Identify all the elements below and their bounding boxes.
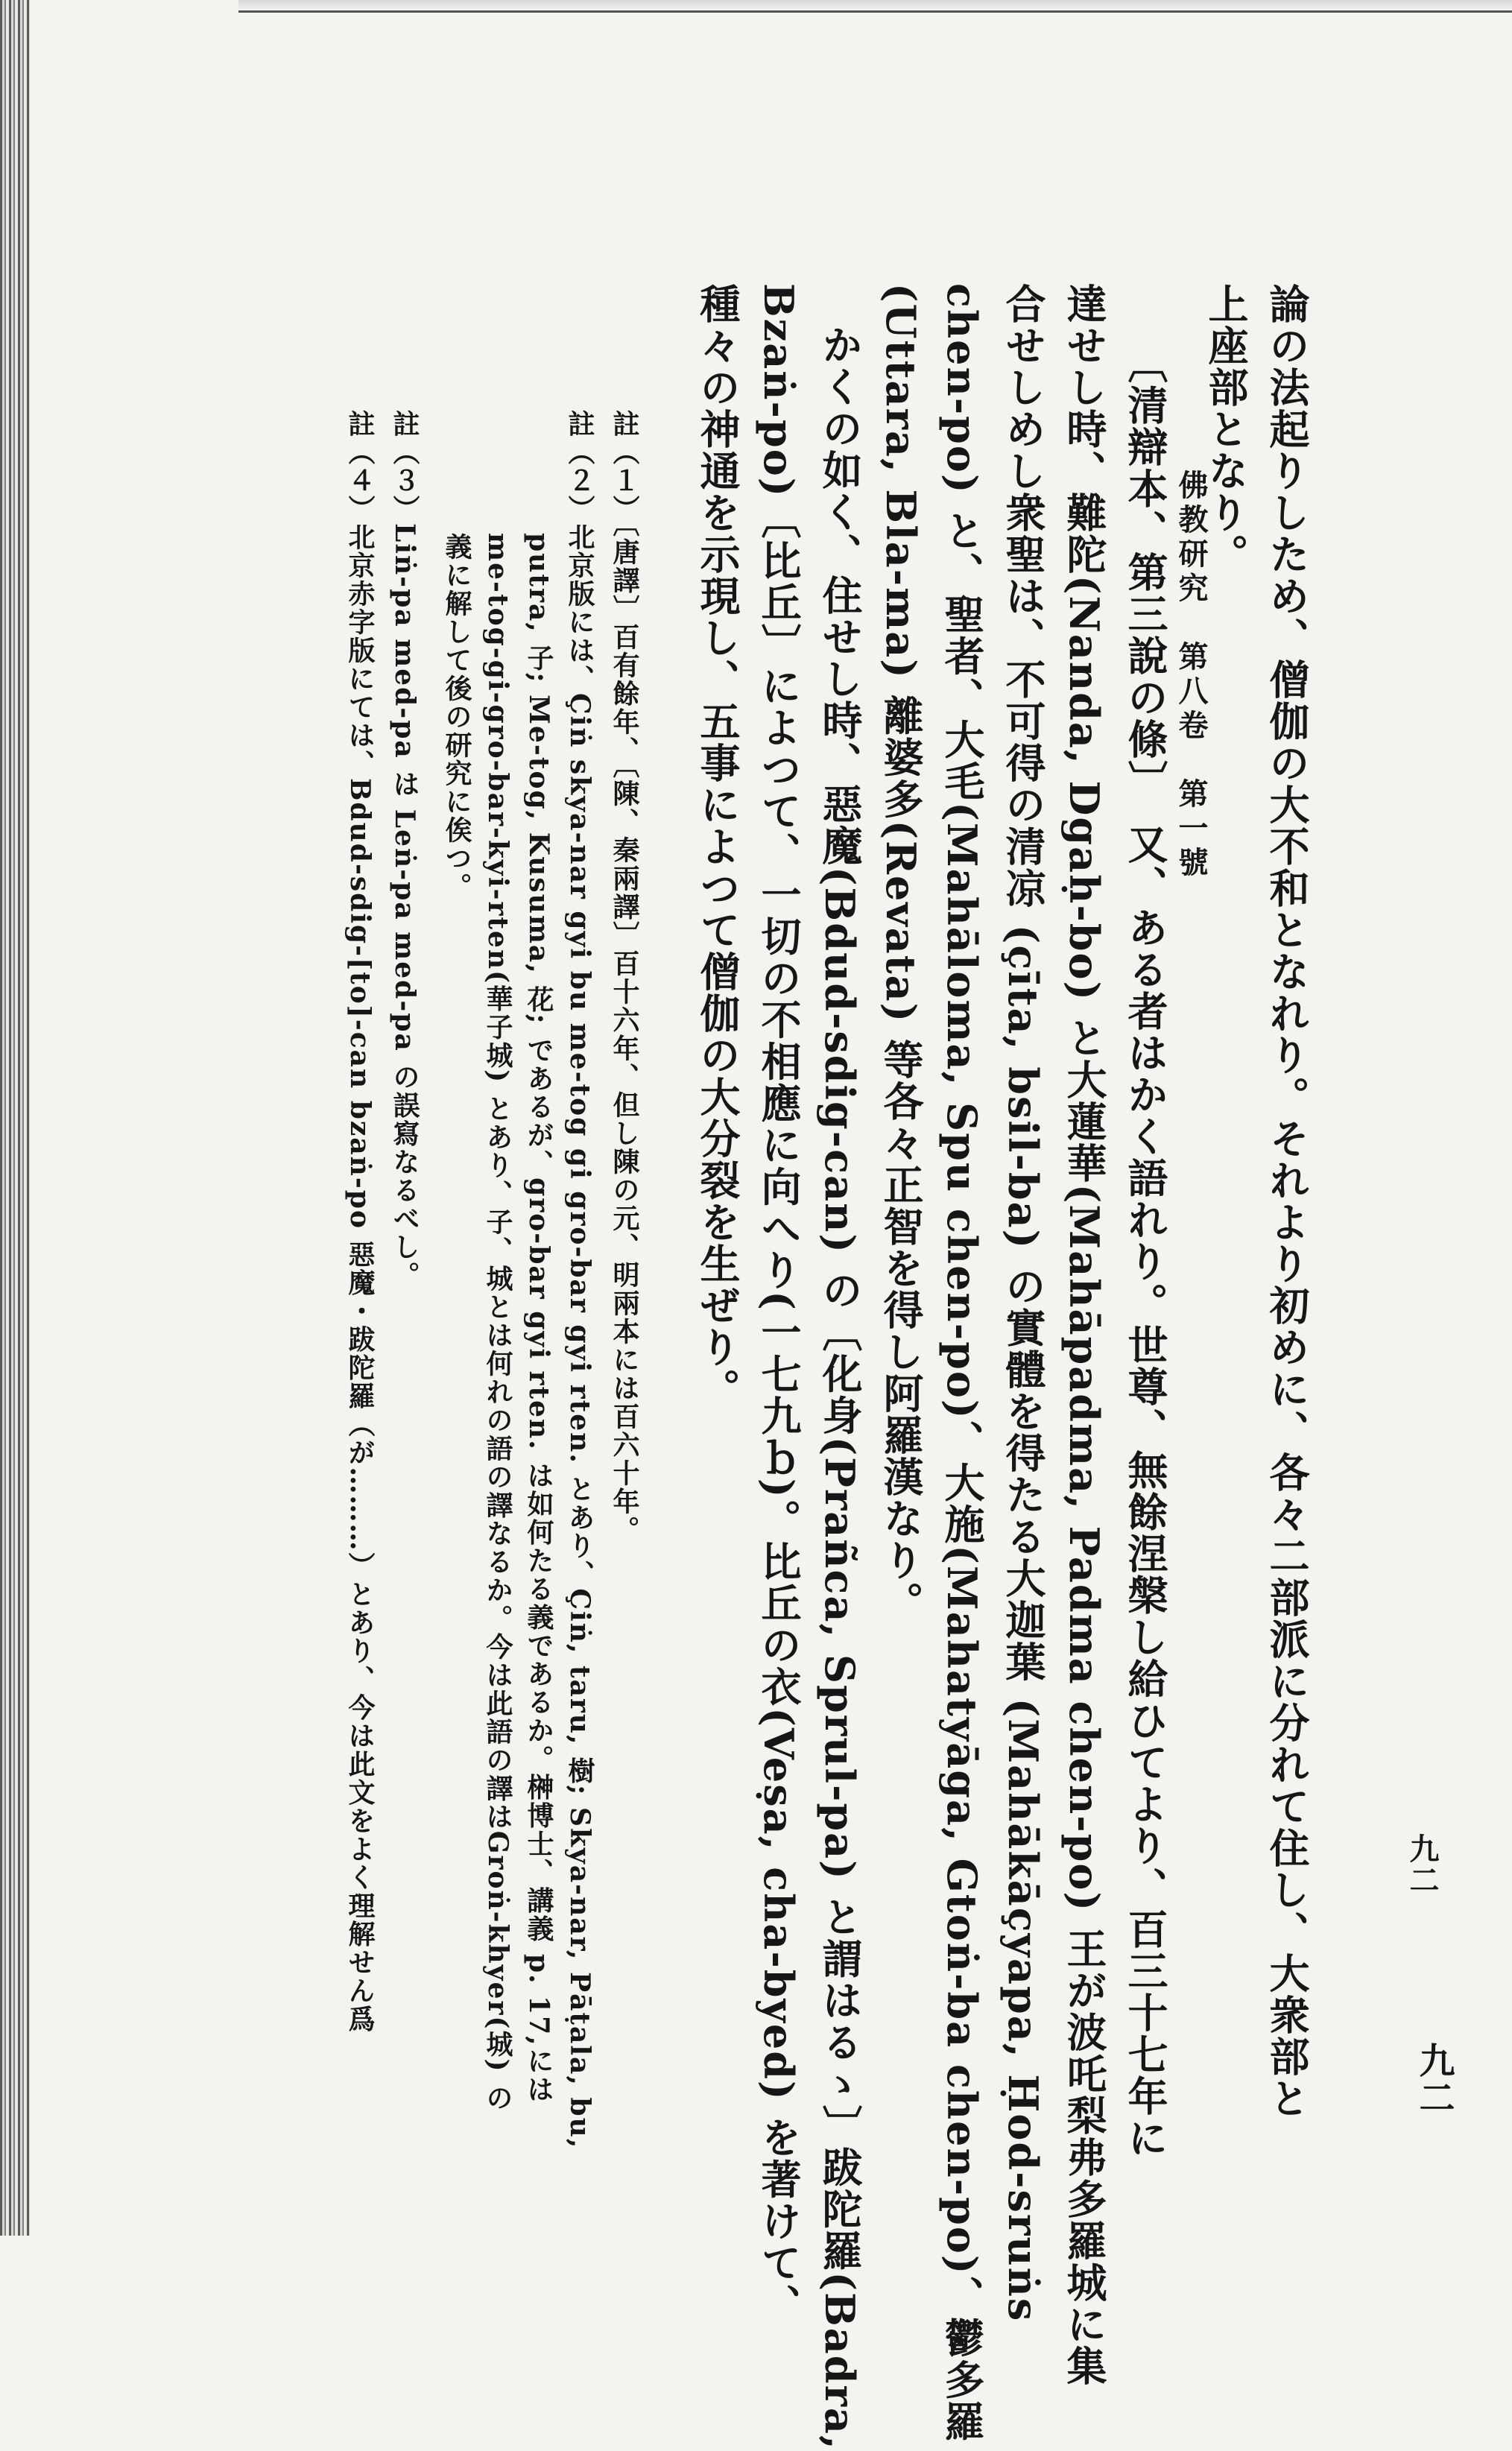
body-line-1: 論の法起りしため、僧伽の大不和となれり。それより初めに、各々二部派に分れて住し、大衆部と	[1263, 283, 1311, 2119]
note-2-cont-2: me-tog-gi-gro-bar-kyi-rten(華子城) とあり、子、城とは何れの語の譯なるか。今は此語の譯はGroṅ-khyer(城) の	[482, 533, 513, 2113]
body-line-5: 合せしめし衆聖は、不可得の清凉 (çīta, bsil-ba) の實體を得たる大迦葉 (Mahākāçyapa, Ḥod-sruṅs	[999, 283, 1047, 2323]
page-number-large: 九二	[1413, 2042, 1455, 2116]
note-3: 註（３）Liṅ-pa med-pa は Leṅ-pa med-pa の誤寫なるべし。	[389, 410, 420, 1290]
note-2-cont-1: putra, 子; Me-tog, Kusuma, 花; であるが、gro-bar gyi rten. は如何たる義であるか。榊博士、講義 p. 17,には	[523, 533, 554, 2104]
body-line-9: Bzaṅ-po)〔比丘〕によつて、一切の不相應に向へり(一七九ｂ)。比丘の衣(Veṣa, cha-byed) を著けて、	[755, 283, 803, 2326]
note-1: 註（１）〔唐譯〕百有餘年、〔陳、秦兩譯〕百十六年、但し陳の元、明兩本には百六十年。	[609, 410, 640, 1544]
note-2-cont-3: 義に解して後の研究に俟つ。	[441, 533, 472, 901]
body-line-2: 上座部となり。	[1202, 283, 1250, 575]
scan-edge-top	[238, 0, 1512, 13]
body-line-7: (Uttara, Bla-ma) 離婆多(Revata) 等各々正智を得し阿羅漢なり。	[877, 283, 925, 1624]
running-title: 佛教研究 第八卷 第一號	[1174, 469, 1209, 881]
body-line-8: かくの如く、住せし時、惡魔(Bdud-sdig-can) の〔化身(Prañca, Sprul-pa) と謂はるゝ〕跋陀羅(Badra,	[816, 324, 864, 2451]
page-number-small: 九二	[1405, 1833, 1440, 1896]
body-line-6: chen-po) と、聖者、大毛(Mahāloma, Spu chen-po)、大施(Mahatyāga, Gtoṅ-ba chen-po)、鬱多羅	[938, 283, 986, 2443]
body-line-4: 達せし時、難陀(Nanda, Dgaḥ-bo) と大蓮華(Mahāpadma, Padma chen-po) 王が波吒梨弗多羅城に集	[1060, 283, 1108, 2387]
body-line-3: 〔清辯本、第三說の條〕 又、ある者はかく語れり。世尊、無餘涅槃し給ひてより、百三十七年に	[1122, 343, 1169, 2159]
body-line-10: 種々の神通を示現し、五事によつて僧伽の大分裂を生ぜり。	[694, 283, 741, 1410]
scan-edge-left	[0, 0, 30, 2236]
document-page	[134, 283, 1461, 2451]
note-2: 註（２）北京版には、Çiṅ skya-nar gyi bu me-tog gi gro-bar gyi rten. とあり、Çiṅ, taru, 樹; Skya-nar, Pāṭala, bu,	[564, 410, 595, 2150]
note-4: 註（４）北京赤字版にては、Bdud-sdig-[to]-can bzaṅ-po 惡魔・跋陀羅（が………）とあり、今は此文をよく理解せん爲	[344, 410, 376, 2034]
